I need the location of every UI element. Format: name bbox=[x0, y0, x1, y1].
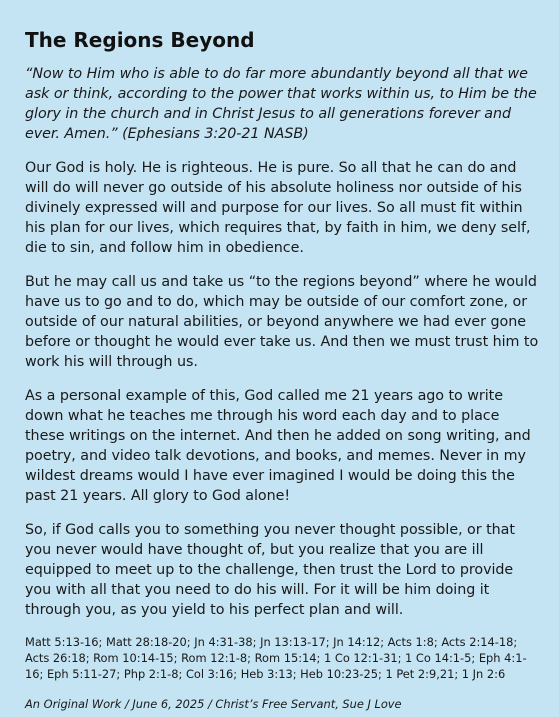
body-paragraph-3: As a personal example of this, God called me 21 years ago to write down what he teaches me through his word each day and to place these writings on the internet. And then he added on song writing, and poetry, and video talk devotions, and books, and memes. Never in my wildest dreams would I have ever imagined I would be doing this the past 21 years. All glory to God alone! bbox=[25, 388, 531, 504]
page-title: The Regions Beyond bbox=[25, 28, 255, 52]
body-paragraph-1: Our God is holy. He is righteous. He is pure. So all that he can do and will do will never go outside of his absolute holiness nor outside of his divinely expressed will and purpose for our lives. So all must fit within his plan for our lives, which requires that, by faith in him, we deny self, die to sin, and follow him in obedience. bbox=[25, 160, 531, 256]
author-footer: An Original Work / June 6, 2025 / Christ’s Free Servant, Sue J Love bbox=[25, 697, 402, 711]
body-paragraph-2: But he may call us and take us “to the regions beyond” where he would have us to go and to do, which may be outside of our comfort zone, or outside of our natural abilities, or beyond anywhere we had ever gone before or thought he would ever take us. And then we must trust him to work his will through us. bbox=[25, 274, 539, 370]
scripture-references: Matt 5:13-16; Matt 28:18-20; Jn 4:31-38; Jn 13:13-17; Jn 14:12; Acts 1:8; Acts 2:14-18; Acts 26:18; Rom 10:14-15; Rom 12:1-8; Rom 15:14; 1 Co 12:1-31; 1 Co 14:1-5; Eph 4:1-16; Eph 5:11-27; Php 2:1-8; Col 3:16; Heb 3:13; Heb 10:23-25; 1 Pet 2:9,21; 1 Jn 2:6 bbox=[25, 635, 527, 681]
scripture-quote: “Now to Him who is able to do far more abundantly beyond all that we ask or think, according to the power that works within us, to Him be the glory in the church and in Christ Jesus to all generations forever and ever. Amen.” (Ephesians 3:20-21 NASB) bbox=[25, 66, 537, 142]
body-paragraph-4: So, if God calls you to something you never thought possible, or that you never would have thought of, but you realize that you are ill equipped to meet up to the challenge, then trust the Lord to provide you with all that you need to do his will. For it will be him doing it through you, as you yield to his perfect plan and will. bbox=[25, 522, 515, 618]
